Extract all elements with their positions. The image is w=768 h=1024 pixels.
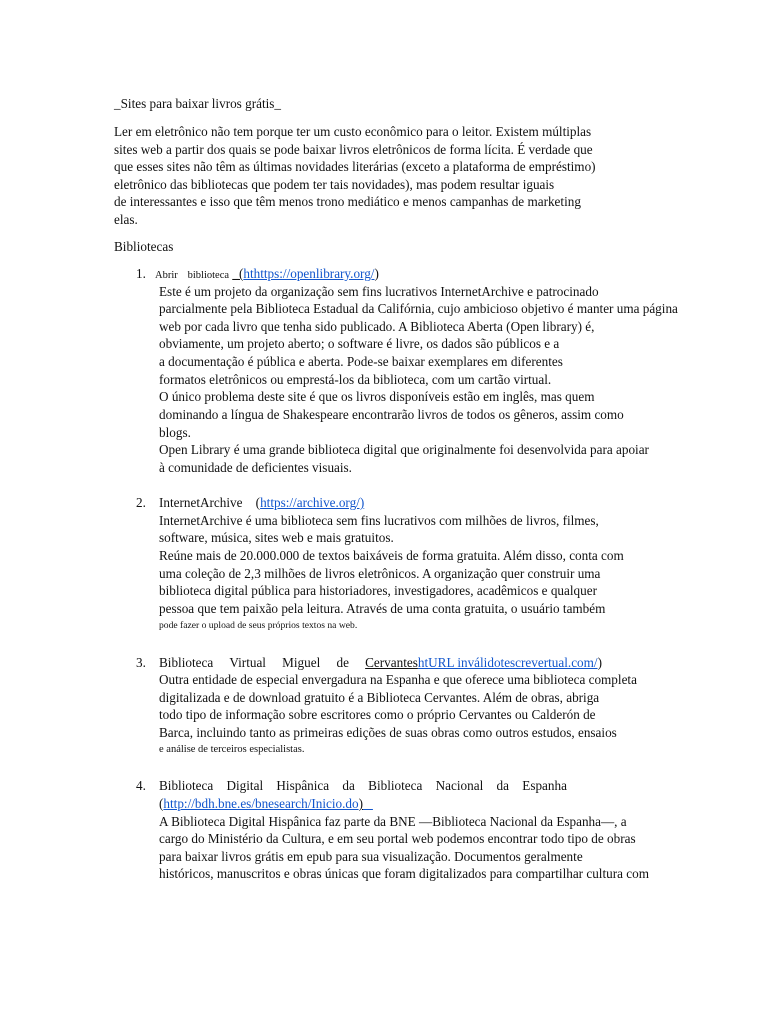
item-text-line: a documentação é pública e aberta. Pode-se baixar exemplares em diferentes [159,354,563,369]
item-text-line: O único problema deste site é que os livros disponíveis estão em inglês, mas quem [159,389,595,404]
item-text-line: formatos eletrônicos ou emprestá-los da biblioteca, com um cartão virtual. [159,372,552,387]
intro-line: sites web a partir dos quais se pode baixar livros eletrônicos de forma lícita. É verdade que [114,142,593,157]
item-title: Biblioteca Virtual Miguel de CervanteshtURL inválidotescrevertual.com/) [159,655,602,670]
section-heading: Bibliotecas [114,239,174,254]
item-text-line: e análise de terceiros especialistas. [159,744,305,755]
item-text-line: para baixar livros grátis em epub para sua visualização. Documentos geralmente [159,849,583,864]
item-text-line: cargo do Ministério da Cultura, e em seu portal web podemos encontrar todo tipo de obras [159,831,636,846]
item-text-line: InternetArchive é uma biblioteca sem fins lucrativos com milhões de livros, filmes, [159,513,599,528]
intro-line: elas. [114,212,138,227]
item-text-line: obviamente, um projeto aberto; o software é livre, os dados são públicos e a [159,336,560,351]
intro-line: de interessantes e isso que têm menos trono mediático e menos campanhas de marketing [114,194,581,209]
item-title: Abrir biblioteca _(hthttps://openlibrary.org/) [155,266,379,281]
list-number: 1. [136,266,146,281]
item-text-line: pode fazer o upload de seus próprios textos na web. [159,620,358,631]
intro-line: que esses sites não têm as últimas novidades literárias (exceto a plataforma de empréstimo) [114,159,596,174]
item-text-line: web por cada livro que tenha sido publicado. A Biblioteca Aberta (Open library) é, [159,319,595,334]
item-text-line: software, música, sites web e mais gratuitos. [159,530,394,545]
item-title: Biblioteca Digital Hispânica da Biblioteca Nacional da Espanha [159,778,567,793]
item-text-line: blogs. [159,425,191,440]
item-text-line: digitalizada e de download gratuito é a Biblioteca Cervantes. Além de obras, abriga [159,690,600,705]
intro-line: Ler em eletrônico não tem porque ter um custo econômico para o leitor. Existem múltiplas [114,124,592,139]
document-title: _Sites para baixar livros grátis_ [114,96,282,111]
item-text-line: Reúne mais de 20.000.000 de textos baixáveis de forma gratuita. Além disso, conta com [159,548,624,563]
item-url-line: (http://bdh.bne.es/bnesearch/Inicio.do) [159,796,364,811]
item-text-line: Este é um projeto da organização sem fins lucrativos InternetArchive e patrocinado [159,284,599,299]
item-title: InternetArchive (https://archive.org/) [159,495,365,510]
item-text-line: dominando a língua de Shakespeare encontrarão livros de todos os gêneros, assim como [159,407,624,422]
item-text-line: biblioteca digital pública para historiadores, investigadores, acadêmicos e qualquer [159,583,597,598]
list-number: 4. [136,778,146,793]
list-number: 3. [136,655,146,670]
cervantes-link[interactable]: htURL inválidotescrevertual.com/ [417,655,598,670]
list-number: 2. [136,495,146,510]
bne-link[interactable]: http://bdh.bne.es/bnesearch/Inicio.do [163,796,359,811]
item-text-line: A Biblioteca Digital Hispânica faz parte da BNE —Biblioteca Nacional da Espanha—, a [159,814,627,829]
item-text-line: parcialmente pela Biblioteca Estadual da Califórnia, cujo ambicioso objetivo é manter uma página [159,301,678,316]
item-text-line: pessoa que tem paixão pela leitura. Através de uma conta gratuita, o usuário também [159,601,606,616]
item-text-line: Outra entidade de especial envergadura na Espanha e que oferece uma biblioteca completa [159,672,637,687]
item-text-line: Open Library é uma grande biblioteca digital que originalmente foi desenvolvida para apoiar [159,442,649,457]
item-text-line: todo tipo de informação sobre escritores como o próprio Cervantes ou Calderón de [159,707,596,722]
archive-link[interactable]: https://archive.org/) [260,495,365,510]
item-text-line: uma coleção de 2,3 milhões de livros eletrônicos. A organização quer construir uma [159,566,601,581]
item-text-line: Barca, incluindo tanto as primeiras edições de suas obras como outros estudos, ensaios [159,725,617,740]
intro-line: eletrônico das bibliotecas que podem ter tais novidades), mas podem resultar iguais [114,177,555,192]
openlibrary-link[interactable]: hthttps://openlibrary.org/ [243,266,375,281]
item-text-line: históricos, manuscritos e obras únicas que foram digitalizados para compartilhar cultura com [159,866,649,881]
item-text-line: à comunidade de deficientes visuais. [159,460,352,475]
